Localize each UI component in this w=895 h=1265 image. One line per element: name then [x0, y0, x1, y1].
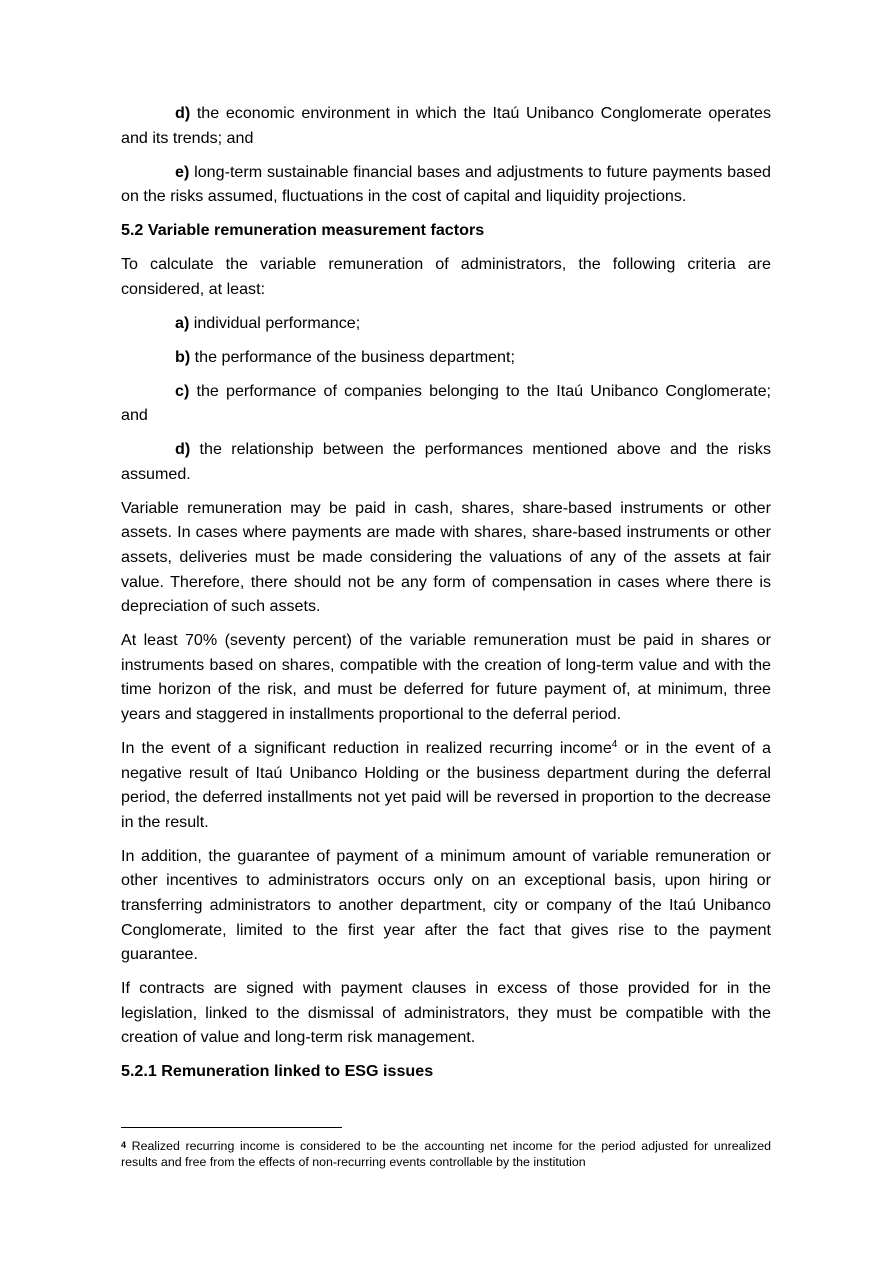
paragraph-text: or in the event of a negative result of Itaú Unibanco Holding or the business department during the deferral period, the deferred installments not yet paid will be reversed in proportion to the decrease in the result.: [121, 738, 771, 831]
list-item-text: the relationship between the performances mentioned above and the risks assumed.: [121, 440, 771, 483]
paragraph-reversal: [121, 736, 771, 834]
paragraph-contracts: If contracts are signed with payment clauses in excess of those provided for in the legislation, linked to the dismissal of administrators, they must be compatible with the creation of value and long-term risk management.: [121, 979, 771, 1047]
list-item-b: [121, 345, 771, 370]
section-heading-5-2: 5.2 Variable remuneration measurement factors: [121, 221, 485, 240]
list-item-e-top: [121, 160, 771, 209]
list-marker: d): [175, 104, 191, 122]
paragraph-text: In the event of a significant reduction in realized recurring income: [121, 738, 612, 757]
list-item-text: the performance of companies belonging to the Itaú Unibanco Conglomerate; and: [121, 381, 771, 425]
footnote: [121, 1138, 771, 1170]
list-item-c: [121, 379, 771, 428]
footnote-number: 4: [121, 1140, 127, 1150]
list-item-text: individual performance;: [189, 313, 361, 332]
footnote-divider: [121, 1127, 342, 1128]
list-marker: a): [175, 313, 190, 332]
paragraph-guarantee: In addition, the guarantee of payment of a minimum amount of variable remuneration or other incentives to administrators occurs only on an exceptional basis, upon hiring or transferring administrators to another department, city or company of the Itaú Unibanco Conglomerate, limited to the first year after the fact that gives rise to the payment guarantee.: [121, 846, 771, 964]
footnote-reference: 4: [611, 738, 618, 750]
list-item-text: long-term sustainable financial bases and adjustments to future payments based on the risks assumed, fluctuations in the cost of capital and liquidity projections.: [121, 162, 771, 206]
list-marker: b): [175, 347, 191, 366]
section-intro-paragraph: To calculate the variable remuneration of administrators, the following criteria are considered, at least:: [121, 255, 771, 298]
list-marker: d): [175, 440, 191, 459]
list-item-d-top: [121, 101, 771, 150]
paragraph-deferral: At least 70% (seventy percent) of the variable remuneration must be paid in shares or instruments based on shares, compatible with the creation of long-term value and with the time horizon of the risk, and must be deferred for future payment of, at minimum, three years and staggered in installments proportional to the deferral period.: [121, 631, 771, 723]
list-item-d: [121, 437, 771, 486]
paragraph-payment-forms: Variable remuneration may be paid in cash, shares, share-based instruments or other assets. In cases where payments are made with shares, share-based instruments or other assets, deliveries must be made considering the valuations of any of the assets at fair value. Therefore, there should not be any form of compensation in cases where there is depreciation of such assets.: [121, 498, 771, 616]
list-item-text: the performance of the business department;: [190, 347, 515, 366]
section-heading-5-2-1: 5.2.1 Remuneration linked to ESG issues: [121, 1062, 434, 1081]
list-marker: e): [175, 162, 190, 181]
list-item-text: the economic environment in which the Itaú Unibanco Conglomerate operates and its trends; and: [121, 104, 771, 147]
list-item-a: [121, 311, 771, 336]
footnote-text: Realized recurring income is considered to be the accounting net income for the period adjusted for unrealized results and free from the effects of non-recurring events controllable by the institution: [121, 1139, 771, 1169]
document-page: [121, 101, 771, 1093]
list-marker: c): [175, 381, 190, 400]
